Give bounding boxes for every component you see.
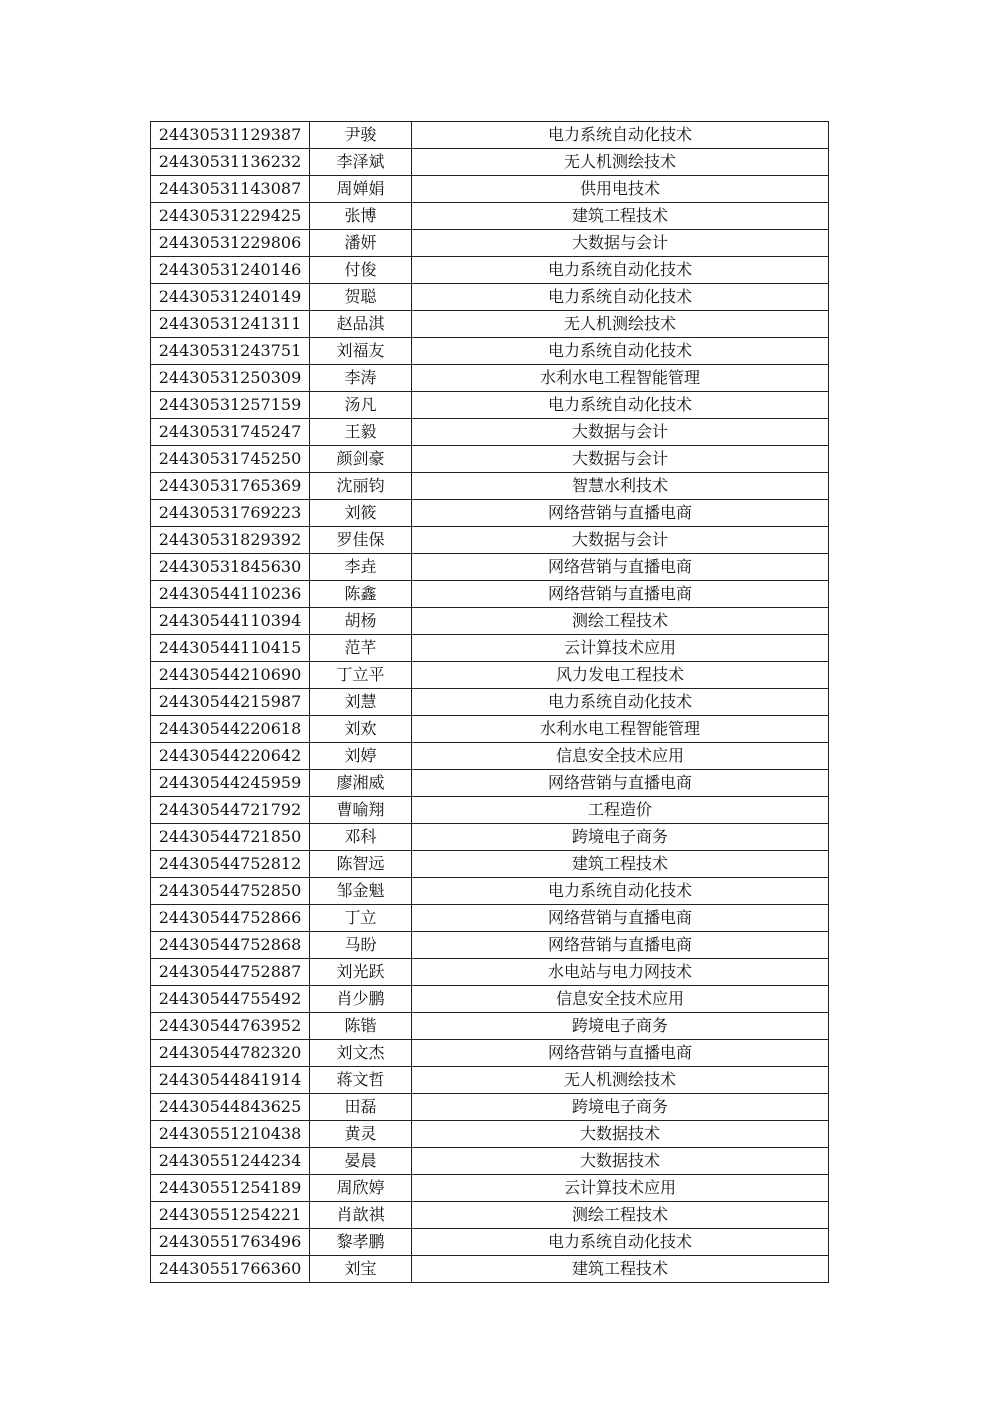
table-row [151,257,829,284]
table-row [151,284,829,311]
major-cell: 风力发电工程技术 [412,662,829,689]
table-row [151,608,829,635]
student-name-cell: 陈智远 [310,851,412,878]
table-row [151,1013,829,1040]
student-name-cell: 罗佳保 [310,527,412,554]
student-id-cell: 24430544752812 [151,851,310,878]
major-cell: 建筑工程技术 [412,1256,829,1283]
student-name-cell: 陈锴 [310,1013,412,1040]
student-name-cell: 刘筱 [310,500,412,527]
student-name-cell: 刘光跃 [310,959,412,986]
table-row [151,1148,829,1175]
student-id-cell: 24430544755492 [151,986,310,1013]
table-row [151,851,829,878]
student-id-cell: 24430531240149 [151,284,310,311]
student-name-cell: 邓科 [310,824,412,851]
student-id-cell: 24430531241311 [151,311,310,338]
major-cell: 电力系统自动化技术 [412,1229,829,1256]
table-row [151,419,829,446]
student-id-cell: 24430544763952 [151,1013,310,1040]
student-id-cell: 24430551766360 [151,1256,310,1283]
student-name-cell: 汤凡 [310,392,412,419]
student-name-cell: 李涛 [310,365,412,392]
student-name-cell: 王毅 [310,419,412,446]
student-id-cell: 24430544110415 [151,635,310,662]
student-name-cell: 颜剑豪 [310,446,412,473]
student-id-cell: 24430544752868 [151,932,310,959]
student-name-cell: 范芊 [310,635,412,662]
student-id-cell: 24430531229425 [151,203,310,230]
table-row [151,1121,829,1148]
student-id-cell: 24430531243751 [151,338,310,365]
major-cell: 大数据与会计 [412,446,829,473]
student-name-cell: 刘欢 [310,716,412,743]
student-id-cell: 24430531240146 [151,257,310,284]
student-id-cell: 24430544841914 [151,1067,310,1094]
student-name-cell: 贺聪 [310,284,412,311]
table-row [151,878,829,905]
student-name-cell: 李泽斌 [310,149,412,176]
student-name-cell: 肖歆祺 [310,1202,412,1229]
student-roster-table [150,121,829,1283]
student-name-cell: 廖湘威 [310,770,412,797]
table-row [151,527,829,554]
student-id-cell: 24430531257159 [151,392,310,419]
student-id-cell: 24430531765369 [151,473,310,500]
student-name-cell: 丁立 [310,905,412,932]
student-id-cell: 24430551210438 [151,1121,310,1148]
major-cell: 无人机测绘技术 [412,149,829,176]
major-cell: 网络营销与直播电商 [412,770,829,797]
student-id-cell: 24430544210690 [151,662,310,689]
major-cell: 智慧水利技术 [412,473,829,500]
student-id-cell: 24430544752887 [151,959,310,986]
student-id-cell: 24430551254221 [151,1202,310,1229]
student-id-cell: 24430544220618 [151,716,310,743]
major-cell: 电力系统自动化技术 [412,284,829,311]
major-cell: 测绘工程技术 [412,1202,829,1229]
table-row [151,1040,829,1067]
table-row [151,122,829,149]
student-name-cell: 刘婷 [310,743,412,770]
major-cell: 大数据技术 [412,1148,829,1175]
student-id-cell: 24430544721792 [151,797,310,824]
table-row [151,1094,829,1121]
student-name-cell: 胡杨 [310,608,412,635]
table-row [151,743,829,770]
major-cell: 信息安全技术应用 [412,743,829,770]
major-cell: 水利水电工程智能管理 [412,365,829,392]
table-row [151,149,829,176]
student-id-cell: 24430544110394 [151,608,310,635]
student-name-cell: 邹金魁 [310,878,412,905]
student-name-cell: 马盼 [310,932,412,959]
table-row [151,446,829,473]
student-name-cell: 周婵娟 [310,176,412,203]
table-row [151,176,829,203]
table-row [151,1202,829,1229]
major-cell: 跨境电子商务 [412,1094,829,1121]
major-cell: 网络营销与直播电商 [412,500,829,527]
student-name-cell: 晏晨 [310,1148,412,1175]
major-cell: 建筑工程技术 [412,203,829,230]
student-id-cell: 24430544110236 [151,581,310,608]
student-id-cell: 24430551244234 [151,1148,310,1175]
table-row [151,797,829,824]
major-cell: 大数据与会计 [412,527,829,554]
student-id-cell: 24430531845630 [151,554,310,581]
student-name-cell: 刘文杰 [310,1040,412,1067]
major-cell: 大数据与会计 [412,419,829,446]
major-cell: 信息安全技术应用 [412,986,829,1013]
major-cell: 电力系统自动化技术 [412,122,829,149]
student-id-cell: 24430531136232 [151,149,310,176]
student-id-cell: 24430531745250 [151,446,310,473]
student-name-cell: 肖少鹏 [310,986,412,1013]
student-id-cell: 24430551763496 [151,1229,310,1256]
major-cell: 供用电技术 [412,176,829,203]
table-row [151,581,829,608]
table-row [151,1175,829,1202]
student-id-cell: 24430544721850 [151,824,310,851]
student-id-cell: 24430531229806 [151,230,310,257]
major-cell: 建筑工程技术 [412,851,829,878]
roster-table-body [151,122,829,1283]
student-id-cell: 24430531829392 [151,527,310,554]
student-id-cell: 24430531769223 [151,500,310,527]
major-cell: 跨境电子商务 [412,824,829,851]
student-name-cell: 潘妍 [310,230,412,257]
student-name-cell: 丁立平 [310,662,412,689]
student-name-cell: 张博 [310,203,412,230]
major-cell: 无人机测绘技术 [412,311,829,338]
table-row [151,905,829,932]
student-name-cell: 黄灵 [310,1121,412,1148]
student-id-cell: 24430531250309 [151,365,310,392]
student-name-cell: 黎孝鹏 [310,1229,412,1256]
student-id-cell: 24430531745247 [151,419,310,446]
student-name-cell: 刘福友 [310,338,412,365]
student-id-cell: 24430544245959 [151,770,310,797]
major-cell: 电力系统自动化技术 [412,689,829,716]
table-row [151,311,829,338]
table-row [151,1256,829,1283]
table-row [151,689,829,716]
student-id-cell: 24430544220642 [151,743,310,770]
table-row [151,932,829,959]
major-cell: 云计算技术应用 [412,635,829,662]
student-name-cell: 曹喻翔 [310,797,412,824]
student-name-cell: 赵品淇 [310,311,412,338]
major-cell: 网络营销与直播电商 [412,554,829,581]
student-id-cell: 24430531129387 [151,122,310,149]
student-name-cell: 蒋文哲 [310,1067,412,1094]
student-name-cell: 陈鑫 [310,581,412,608]
table-row [151,203,829,230]
table-row [151,365,829,392]
major-cell: 电力系统自动化技术 [412,338,829,365]
major-cell: 网络营销与直播电商 [412,905,829,932]
major-cell: 跨境电子商务 [412,1013,829,1040]
major-cell: 工程造价 [412,797,829,824]
student-id-cell: 24430544843625 [151,1094,310,1121]
table-row [151,1067,829,1094]
table-row [151,554,829,581]
major-cell: 测绘工程技术 [412,608,829,635]
major-cell: 云计算技术应用 [412,1175,829,1202]
table-row [151,770,829,797]
student-name-cell: 尹骏 [310,122,412,149]
major-cell: 电力系统自动化技术 [412,878,829,905]
major-cell: 大数据技术 [412,1121,829,1148]
major-cell: 网络营销与直播电商 [412,932,829,959]
student-id-cell: 24430544752850 [151,878,310,905]
major-cell: 无人机测绘技术 [412,1067,829,1094]
table-row [151,1229,829,1256]
major-cell: 大数据与会计 [412,230,829,257]
table-row [151,392,829,419]
table-row [151,230,829,257]
table-row [151,824,829,851]
student-name-cell: 李垚 [310,554,412,581]
major-cell: 电力系统自动化技术 [412,392,829,419]
table-row [151,716,829,743]
table-row [151,500,829,527]
table-row [151,338,829,365]
major-cell: 水电站与电力网技术 [412,959,829,986]
table-row [151,986,829,1013]
student-name-cell: 付俊 [310,257,412,284]
student-name-cell: 周欣婷 [310,1175,412,1202]
student-name-cell: 田磊 [310,1094,412,1121]
table-row [151,473,829,500]
student-id-cell: 24430551254189 [151,1175,310,1202]
table-row [151,635,829,662]
student-id-cell: 24430544752866 [151,905,310,932]
major-cell: 水利水电工程智能管理 [412,716,829,743]
student-id-cell: 24430531143087 [151,176,310,203]
major-cell: 电力系统自动化技术 [412,257,829,284]
major-cell: 网络营销与直播电商 [412,1040,829,1067]
major-cell: 网络营销与直播电商 [412,581,829,608]
table-row [151,662,829,689]
table-row [151,959,829,986]
student-id-cell: 24430544215987 [151,689,310,716]
student-id-cell: 24430544782320 [151,1040,310,1067]
student-name-cell: 刘慧 [310,689,412,716]
student-name-cell: 沈丽钧 [310,473,412,500]
student-name-cell: 刘宝 [310,1256,412,1283]
